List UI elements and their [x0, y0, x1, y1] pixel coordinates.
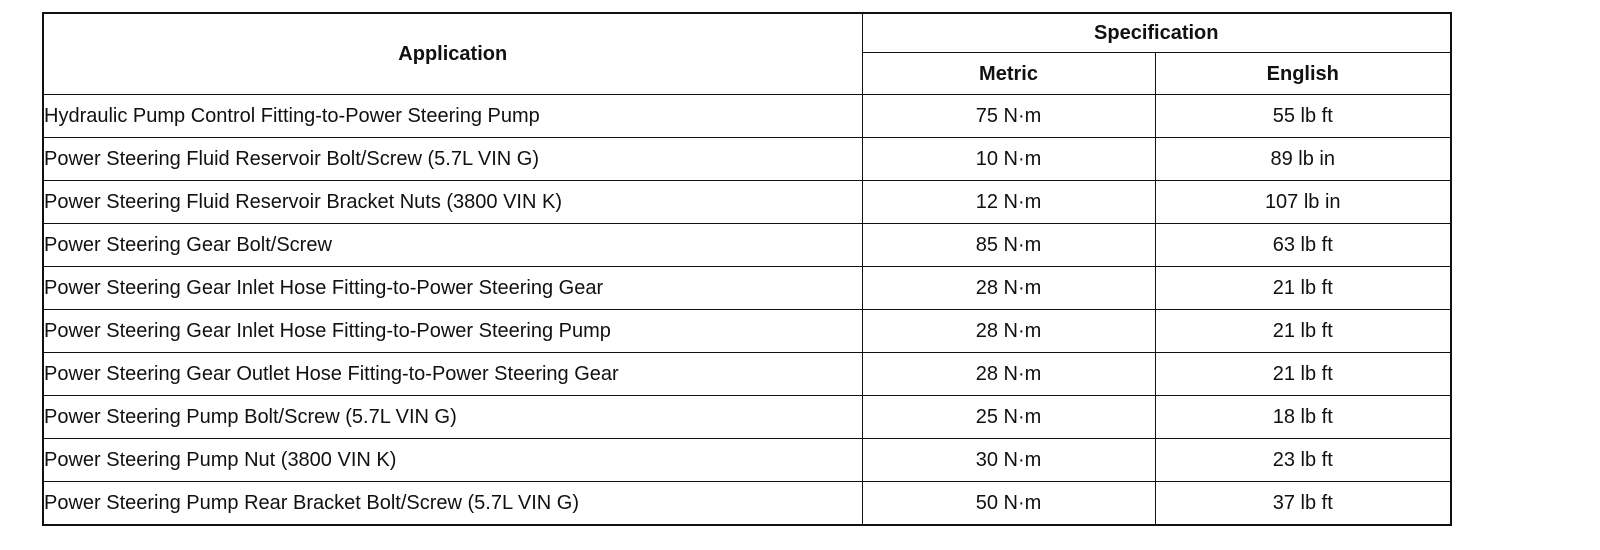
metric-cell: 28 N·m — [862, 353, 1155, 396]
application-cell: Power Steering Fluid Reservoir Bracket Nuts (3800 VIN K) — [43, 181, 862, 224]
table-row — [43, 353, 1451, 396]
specification-header: Specification — [862, 13, 1451, 53]
table-row — [43, 310, 1451, 353]
metric-cell: 30 N·m — [862, 439, 1155, 482]
english-cell: 107 lb in — [1155, 181, 1451, 224]
table-row — [43, 396, 1451, 439]
metric-cell: 75 N·m — [862, 95, 1155, 138]
table-row — [43, 181, 1451, 224]
metric-header: Metric — [862, 53, 1155, 95]
table-row — [43, 224, 1451, 267]
metric-cell: 50 N·m — [862, 482, 1155, 526]
english-cell: 21 lb ft — [1155, 353, 1451, 396]
application-cell: Power Steering Gear Outlet Hose Fitting-to-Power Steering Gear — [43, 353, 862, 396]
english-cell: 55 lb ft — [1155, 95, 1451, 138]
table-body — [43, 95, 1451, 526]
table-row — [43, 482, 1451, 526]
application-cell: Hydraulic Pump Control Fitting-to-Power Steering Pump — [43, 95, 862, 138]
metric-cell: 12 N·m — [862, 181, 1155, 224]
torque-specification-table — [42, 12, 1452, 526]
metric-cell: 28 N·m — [862, 267, 1155, 310]
table-row — [43, 267, 1451, 310]
english-cell: 63 lb ft — [1155, 224, 1451, 267]
metric-cell: 10 N·m — [862, 138, 1155, 181]
table-row — [43, 138, 1451, 181]
metric-cell: 28 N·m — [862, 310, 1155, 353]
metric-cell: 85 N·m — [862, 224, 1155, 267]
english-cell: 23 lb ft — [1155, 439, 1451, 482]
english-cell: 21 lb ft — [1155, 267, 1451, 310]
english-cell: 18 lb ft — [1155, 396, 1451, 439]
metric-cell: 25 N·m — [862, 396, 1155, 439]
application-cell: Power Steering Pump Bolt/Screw (5.7L VIN G) — [43, 396, 862, 439]
english-cell: 21 lb ft — [1155, 310, 1451, 353]
application-cell: Power Steering Gear Inlet Hose Fitting-to-Power Steering Pump — [43, 310, 862, 353]
table-row — [43, 439, 1451, 482]
application-cell: Power Steering Pump Nut (3800 VIN K) — [43, 439, 862, 482]
table-header — [43, 13, 1451, 95]
english-header: English — [1155, 53, 1451, 95]
application-cell: Power Steering Gear Inlet Hose Fitting-to-Power Steering Gear — [43, 267, 862, 310]
application-header: Application — [43, 13, 862, 95]
application-cell: Power Steering Fluid Reservoir Bolt/Screw (5.7L VIN G) — [43, 138, 862, 181]
application-cell: Power Steering Gear Bolt/Screw — [43, 224, 862, 267]
english-cell: 37 lb ft — [1155, 482, 1451, 526]
header-row-top — [43, 13, 1451, 53]
english-cell: 89 lb in — [1155, 138, 1451, 181]
table-row — [43, 95, 1451, 138]
application-cell: Power Steering Pump Rear Bracket Bolt/Screw (5.7L VIN G) — [43, 482, 862, 526]
